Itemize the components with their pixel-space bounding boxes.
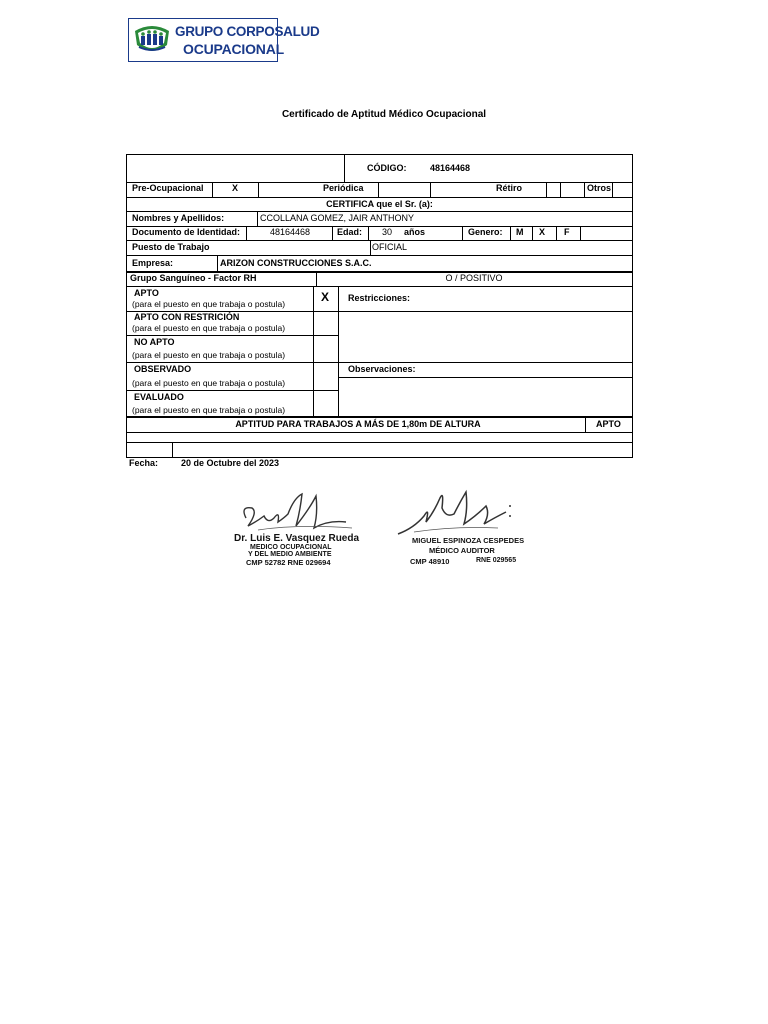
apto-sub: (para el puesto en que trabaja o postula) [132, 299, 286, 309]
signature1-name: Dr. Luis E. Vasquez Rueda [234, 533, 360, 544]
no-apto-sub: (para el puesto en que trabaja o postula) [132, 350, 286, 360]
documento-value: 48164468 [270, 227, 311, 237]
fecha-value: 20 de Octubre del 2023 [181, 458, 280, 468]
signature1-line4: CMP 52782 RNE 029694 [246, 558, 331, 567]
observaciones-label: Observaciones: [348, 364, 416, 374]
observado-sub: (para el puesto en que trabaja o postula) [132, 378, 286, 388]
handwritten-signature-icon [228, 488, 368, 538]
signature2-line4: RNE 029565 [476, 557, 517, 564]
observado-label: OBSERVADO [134, 364, 192, 374]
nombres-value: CCOLLANA GOMEZ, JAIR ANTHONY [260, 213, 415, 223]
logo-line1: GRUPO CORPOSALUD [175, 24, 320, 39]
certificate-form [126, 154, 633, 458]
apto-label: APTO [134, 288, 159, 298]
pre-ocupacional-mark: X [232, 183, 239, 193]
empresa-label: Empresa: [132, 258, 174, 268]
fecha-label: Fecha: [129, 458, 159, 468]
altura-label: APTITUD PARA TRABAJOS A MÁS DE 1,80m DE ALTURA [235, 419, 481, 429]
evaluado-label: EVALUADO [134, 392, 184, 402]
signature2-line3: CMP 48910 [410, 557, 450, 566]
altura-value: APTO [596, 419, 621, 429]
apto-restriccion-label: APTO CON RESTRICIÓN [134, 312, 240, 322]
otros-label: Otros [587, 183, 612, 193]
grupo-sanguineo-label: Grupo Sanguíneo - Factor RH [130, 273, 257, 283]
signature2-line2: MÉDICO AUDITOR [429, 546, 495, 555]
evaluado-sub: (para el puesto en que trabaja o postula) [132, 405, 286, 415]
logo-line2: OCUPACIONAL [183, 41, 284, 57]
signature-stamp-1 [228, 488, 368, 570]
edad-label: Edad: [337, 227, 363, 237]
no-apto-label: NO APTO [134, 337, 175, 347]
edad-value: 30 [382, 227, 393, 237]
restricciones-label: Restricciones: [348, 293, 411, 303]
pre-ocupacional-label: Pre-Ocupacional [132, 183, 204, 193]
grupo-sanguineo-value: O / POSITIVO [445, 273, 503, 283]
documento-label: Documento de Identidad: [132, 227, 240, 237]
codigo-label: CÓDIGO: [367, 163, 407, 173]
signature2-name: MIGUEL ESPINOZA CESPEDES [412, 536, 525, 545]
codigo-value: 48164468 [430, 163, 471, 173]
signature1-line2: MEDICO OCUPACIONAL [250, 544, 332, 551]
corposalud-emblem-icon [133, 23, 171, 59]
periodica-label: Periódica [323, 183, 364, 193]
nombres-label: Nombres y Apellidos: [132, 213, 225, 223]
signature1-line3: Y DEL MEDIO AMBIENTE [248, 551, 332, 558]
puesto-label: Puesto de Trabajo [132, 242, 210, 252]
document-title: Certificado de Aptitud Médico Ocupacional [281, 109, 487, 120]
apto-mark: X [321, 290, 330, 304]
genero-m: M [516, 227, 524, 237]
puesto-value: OFICIAL [372, 242, 408, 252]
genero-f: F [564, 227, 570, 237]
retiro-label: Rétiro [496, 183, 523, 193]
genero-mark: X [539, 227, 546, 237]
anos-label: años [404, 227, 426, 237]
certifica-label: CERTIFICA que el Sr. (a): [326, 199, 433, 209]
handwritten-signature-icon [394, 488, 534, 538]
company-logo [128, 18, 320, 62]
empresa-value: ARIZON CONSTRUCCIONES S.A.C. [220, 258, 372, 268]
genero-label: Genero: [468, 227, 503, 237]
signature-stamp-2 [394, 488, 534, 570]
apto-restriccion-sub: (para el puesto en que trabaja o postula) [132, 323, 286, 333]
